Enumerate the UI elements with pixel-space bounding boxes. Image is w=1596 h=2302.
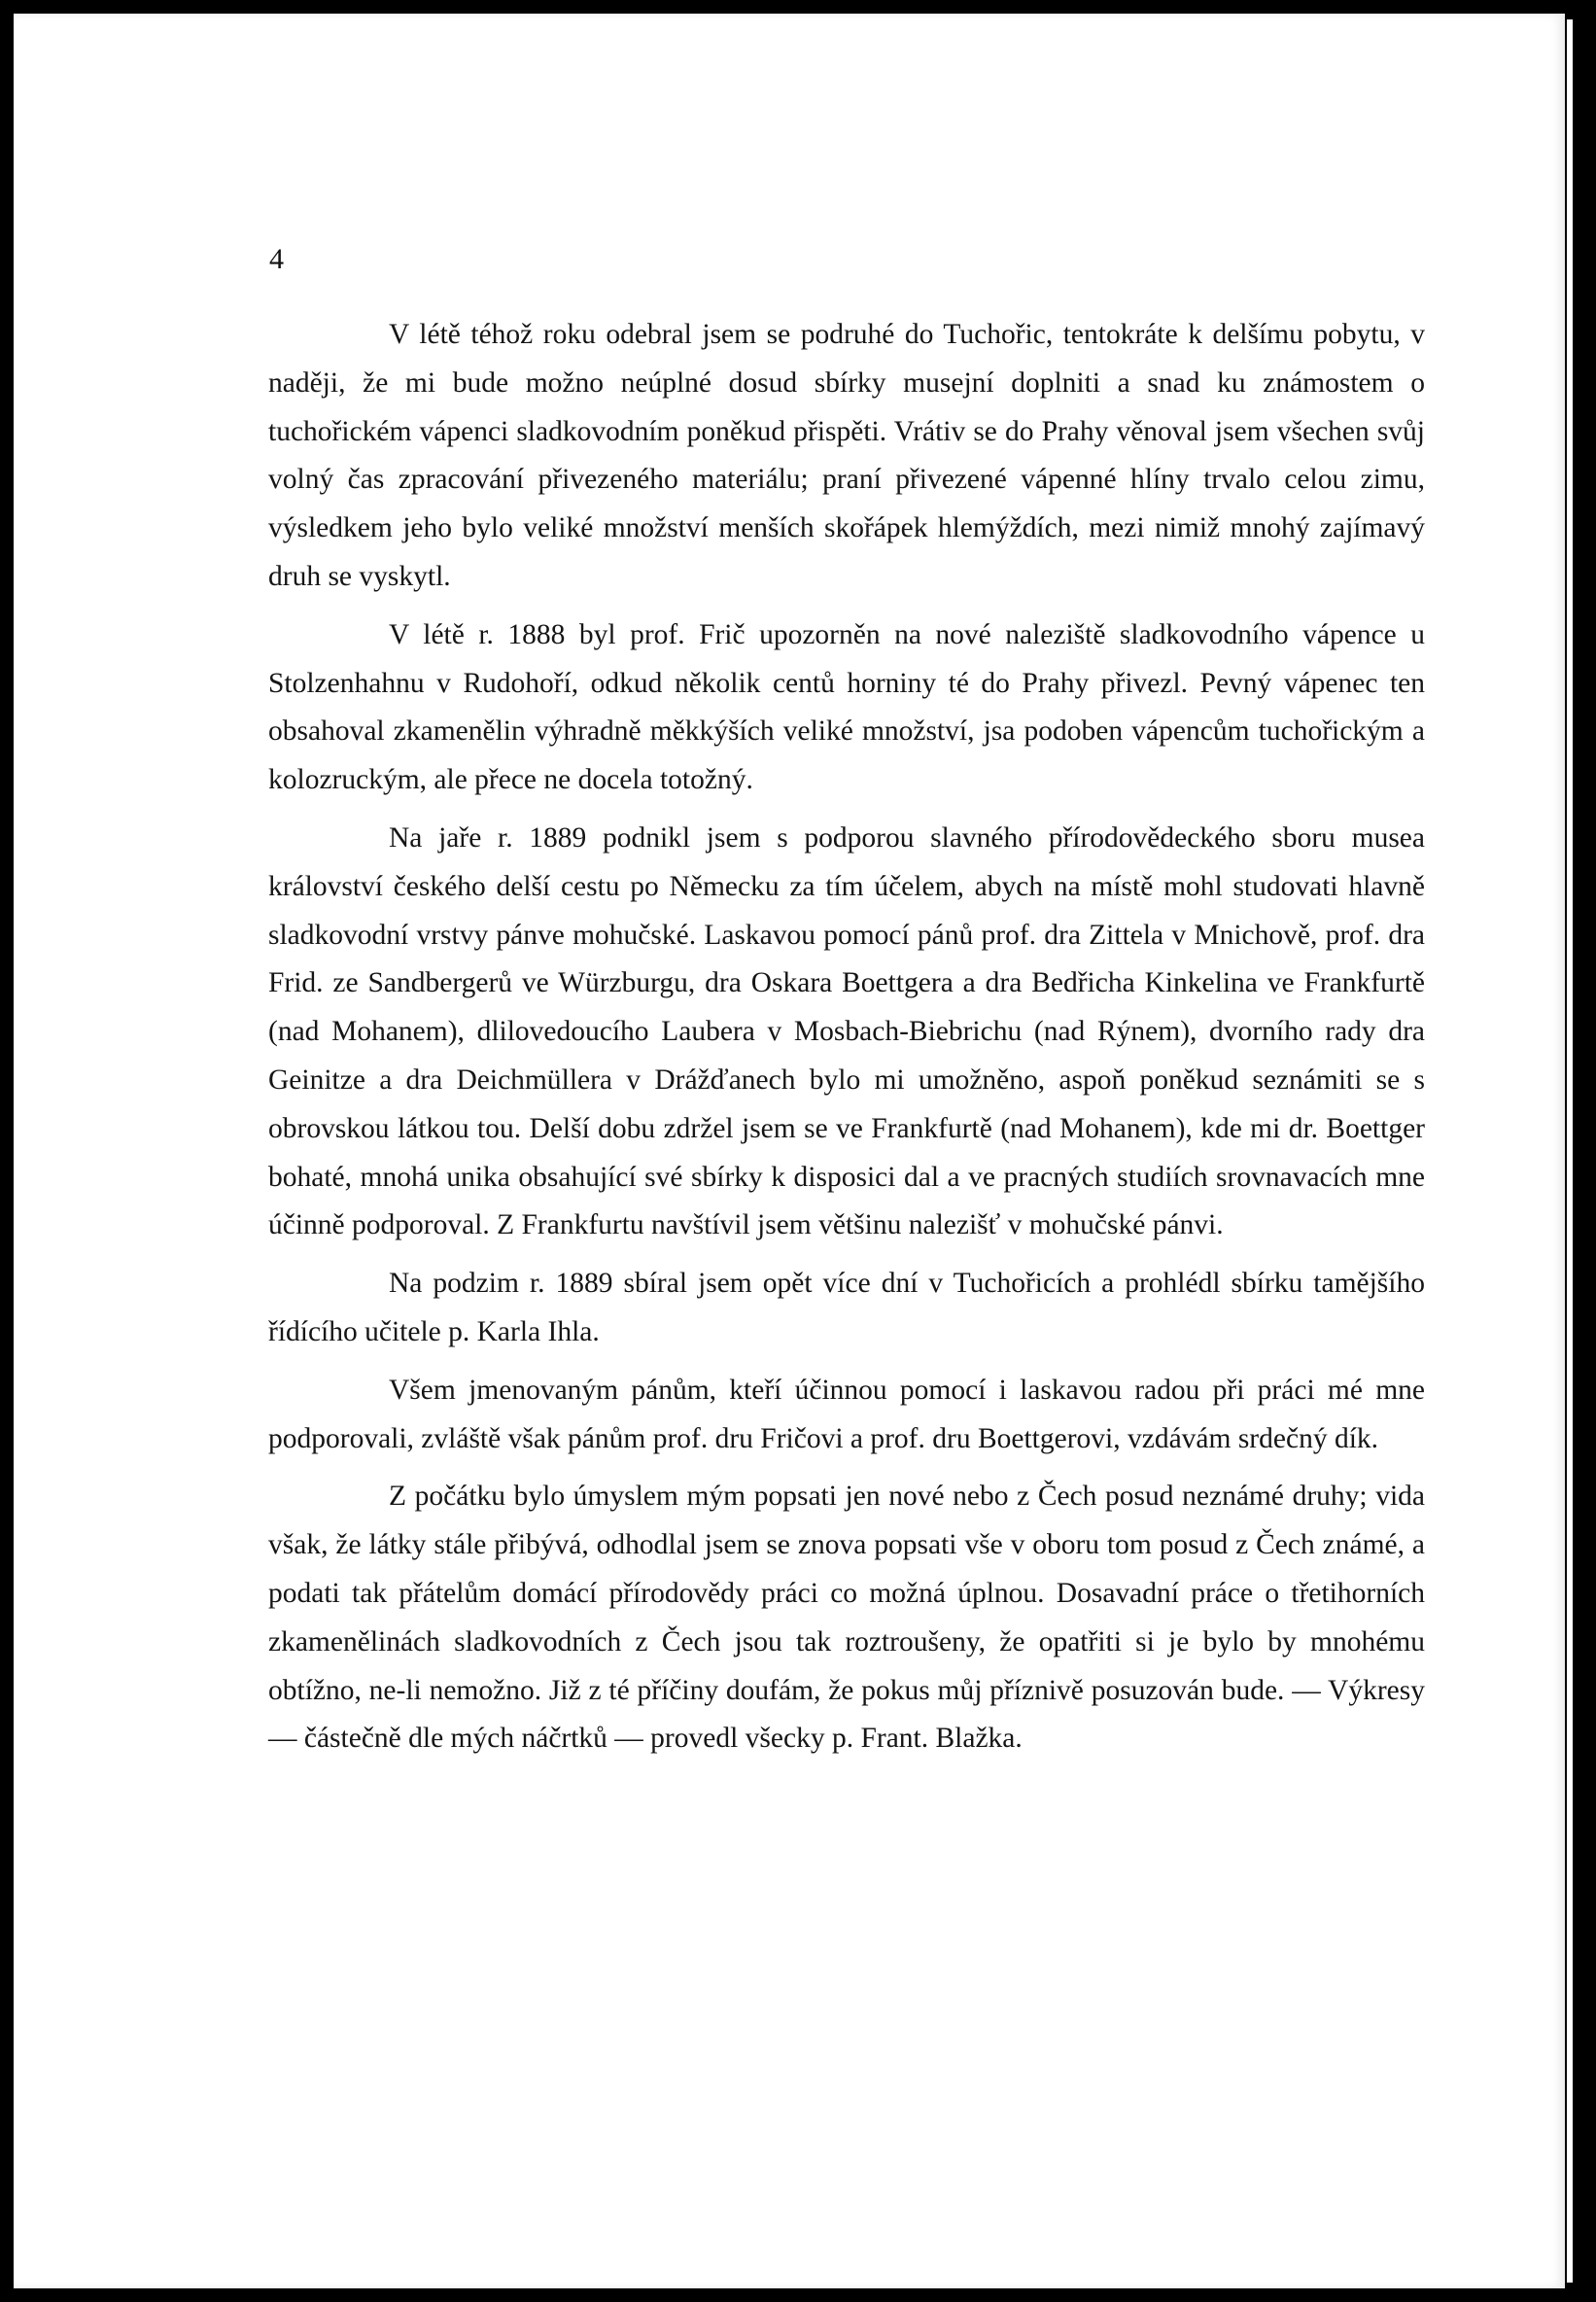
- page-edge-line: [1567, 19, 1573, 2283]
- body-text: [268, 311, 1425, 1767]
- paragraph: Na jaře r. 1889 podnikl jsem s podporou slavného přírodovědeckého sboru musea království českého delší cestu po Německu za tím účelem, abych na místě mohl studovati hlavně sladkovodní vrstvy pánve mohučské. Laskavou pomocí pánů prof. dra Zittela v Mnichově, prof. dra Frid. ze Sandbergerů ve Würzburgu, dra Oskara Boettgera a dra Bedřicha Kinkelina ve Frankfurtě (nad Mohanem), dlilovedoucího Laubera v Mosbach-Biebrichu (nad Rýnem), dvorního rady dra Geinitze a dra Deichmüllera v Drážďanech bylo mi umožněno, aspoň poněkud seznámiti se s obrovskou látkou tou. Delší dobu zdržel jsem se ve Frankfurtě (nad Mohanem), kde mi dr. Boettger bohaté, mnohá unika obsahující své sbírky k disposici dal a ve pracných studiích srovnavacích mne účinně podporoval. Z Frankfurtu navštívil jsem většinu nalezišť v mohučské pánvi.: [268, 821, 1425, 1241]
- paragraph: V létě r. 1888 byl prof. Frič upozorněn na nové naleziště sladkovodního vápence u Stolzenhahnu v Rudohoří, odkud několik centů horniny té do Prahy přivezl. Pevný vápenec ten obsahoval zkamenělin výhradně měkkýších veliké množství, jsa podoben vápencům tuchořickým a kolozruckým, ale přece ne docela totožný.: [268, 618, 1425, 796]
- page-number: 4: [269, 243, 284, 275]
- paragraph: Na podzim r. 1889 sbíral jsem opět více dní v Tuchořicích a prohlédl sbírku tamějšího řídícího učitele p. Karla Ihla.: [268, 1268, 1425, 1347]
- paragraph: Z počátku bylo úmyslem mým popsati jen nové nebo z Čech posud neznámé druhy; vida však, že látky stále přibývá, odhodlal jsem se znova popsati vše v oboru tom posud z Čech známé, a podati tak přátelům domácí přírodovědy práci co možná úplnou. Dosavadní práce o třetihorních zkamenělinách sladkovodních z Čech jsou tak roztroušeny, že opatřiti si je bylo by mnohému obtížno, ne-li nemožno. Již z té příčiny doufám, že pokus můj příznivě posuzován bude. — Výkresy — částečně dle mých náčrtků — provedl všecky p. Frant. Blažka.: [268, 1481, 1425, 1755]
- paragraph: V létě téhož roku odebral jsem se podruhé do Tuchořic, tentokráte k delšímu pobytu, v naději, že mi bude možno neúplné dosud sbírky musejní doplniti a snad ku známostem o tuchořickém vápenci sladkovodním poněkud přispěti. Vrátiv se do Prahy věnoval jsem všechen svůj volný čas zpracování přivezeného materiálu; praní přivezené vápenné hlíny trvalo celou zimu, výsledkem jeho bylo veliké množství menších skořápek hlemýždích, mezi nimiž mnohý zajímavý druh se vyskytl.: [268, 319, 1425, 592]
- paragraph: Všem jmenovaným pánům, kteří účinnou pomocí i laskavou radou při práci mé mne podporovali, zvláště však pánům prof. dru Fričovi a prof. dru Boettgerovi, vzdávám srdečný dík.: [268, 1374, 1425, 1454]
- book-page: [14, 14, 1565, 2288]
